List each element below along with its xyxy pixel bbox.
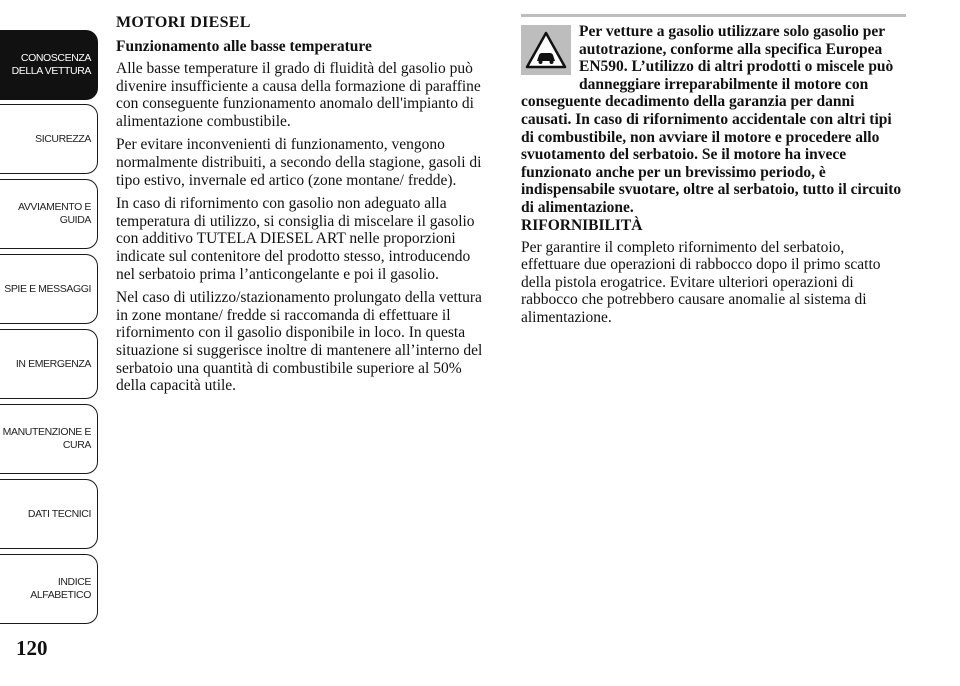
warning-text: Per vetture a gasolio utilizzare solo gasolio per autotrazione, conforme alla specifica Europea EN590. L’utilizzo di altri prodotti o miscele può danneggiare irreparabilmente il motore con conseguente decadimento della garanzia per danni causati. In caso di rifornimento accidentale con altri tipi di combustibile, non avviare il motore e procedere allo svuotamento del serbatoio. Se il motore ha invece funzionato anche per un brevissimo periodo, è indispensabile svuotare, oltre al serbatoio, tutto il circuito di alimentazione. — [521, 23, 902, 216]
tab-label: SICUREZZA — [35, 132, 91, 145]
section-title: MOTORI DIESEL — [116, 14, 251, 31]
tab-sicurezza[interactable] — [0, 104, 98, 174]
refuel-title: RIFORNIBILITÀ — [521, 216, 643, 234]
tab-label: CONOSCENZA DELLA VETTURA — [11, 52, 91, 77]
warning-divider — [521, 14, 906, 17]
tab-label: INDICE ALFABETICO — [30, 576, 91, 601]
tab-manutenzione-e-cura[interactable] — [0, 404, 98, 474]
page-number: 120 — [16, 636, 48, 660]
right-column — [521, 14, 906, 333]
tab-dati-tecnici[interactable] — [0, 479, 98, 549]
subsection-title: Funzionamento alle basse temperature — [116, 38, 372, 55]
tab-label: SPIE E MESSAGGI — [4, 282, 91, 295]
warning-triangle-car-icon — [521, 25, 571, 75]
warning-box — [521, 23, 906, 217]
tab-label: MANUTENZIONE E CURA — [2, 426, 91, 451]
paragraph: Nel caso di utilizzo/stazionamento prolungato della vettura in zone montane/ fredde si raccomanda di effettuare il rifornimento con il gasolio disponibile in loco. In questa situazione si suggerisce inoltre di mantenere all’interno del serbatoio una quantità di combustibile superiore al 50% della capacità utile. — [116, 289, 483, 395]
tab-indice-alfabetico[interactable] — [0, 554, 98, 624]
paragraph: Per evitare inconvenienti di funzionamento, vengono normalmente distribuiti, a secondo della stagione, gasoli di tipo estivo, invernale ed artico (zone montane/ fredde). — [116, 136, 482, 189]
tab-in-emergenza[interactable] — [0, 329, 98, 399]
tab-label: IN EMERGENZA — [15, 357, 91, 370]
tab-label: AVVIAMENTO E GUIDA — [18, 201, 91, 226]
refuel-paragraph: Per garantire il completo rifornimento del serbatoio, effettuare due operazioni di rabbocco dopo il primo scatto della pistola erogatrice. Evitare ulteriori operazioni di rabbocco che potrebbero causare anomalie al sistema di alimentazione. — [521, 238, 881, 326]
paragraph: In caso di rifornimento con gasolio non adeguato alla temperatura di utilizzo, si consiglia di miscelare il gasolio con additivo TUTELA DIESEL ART nelle proporzioni indicate sul contenitore del prodotto stesso, introducendo nel serbatoio prima l’anticongelante e poi il gasolio. — [116, 195, 475, 283]
tab-label: DATI TECNICI — [27, 507, 91, 520]
paragraph: Alle basse temperature il grado di fluidità del gasolio può divenire insufficiente a causa della formazione di paraffine con conseguente funzionamento anomalo dell'impianto di alimentazione combustibile. — [116, 60, 481, 130]
tab-avviamento-e-guida[interactable] — [0, 179, 98, 249]
left-column — [116, 14, 493, 401]
tab-conoscenza-della-vettura[interactable] — [0, 30, 98, 100]
tab-spie-e-messaggi[interactable] — [0, 254, 98, 324]
